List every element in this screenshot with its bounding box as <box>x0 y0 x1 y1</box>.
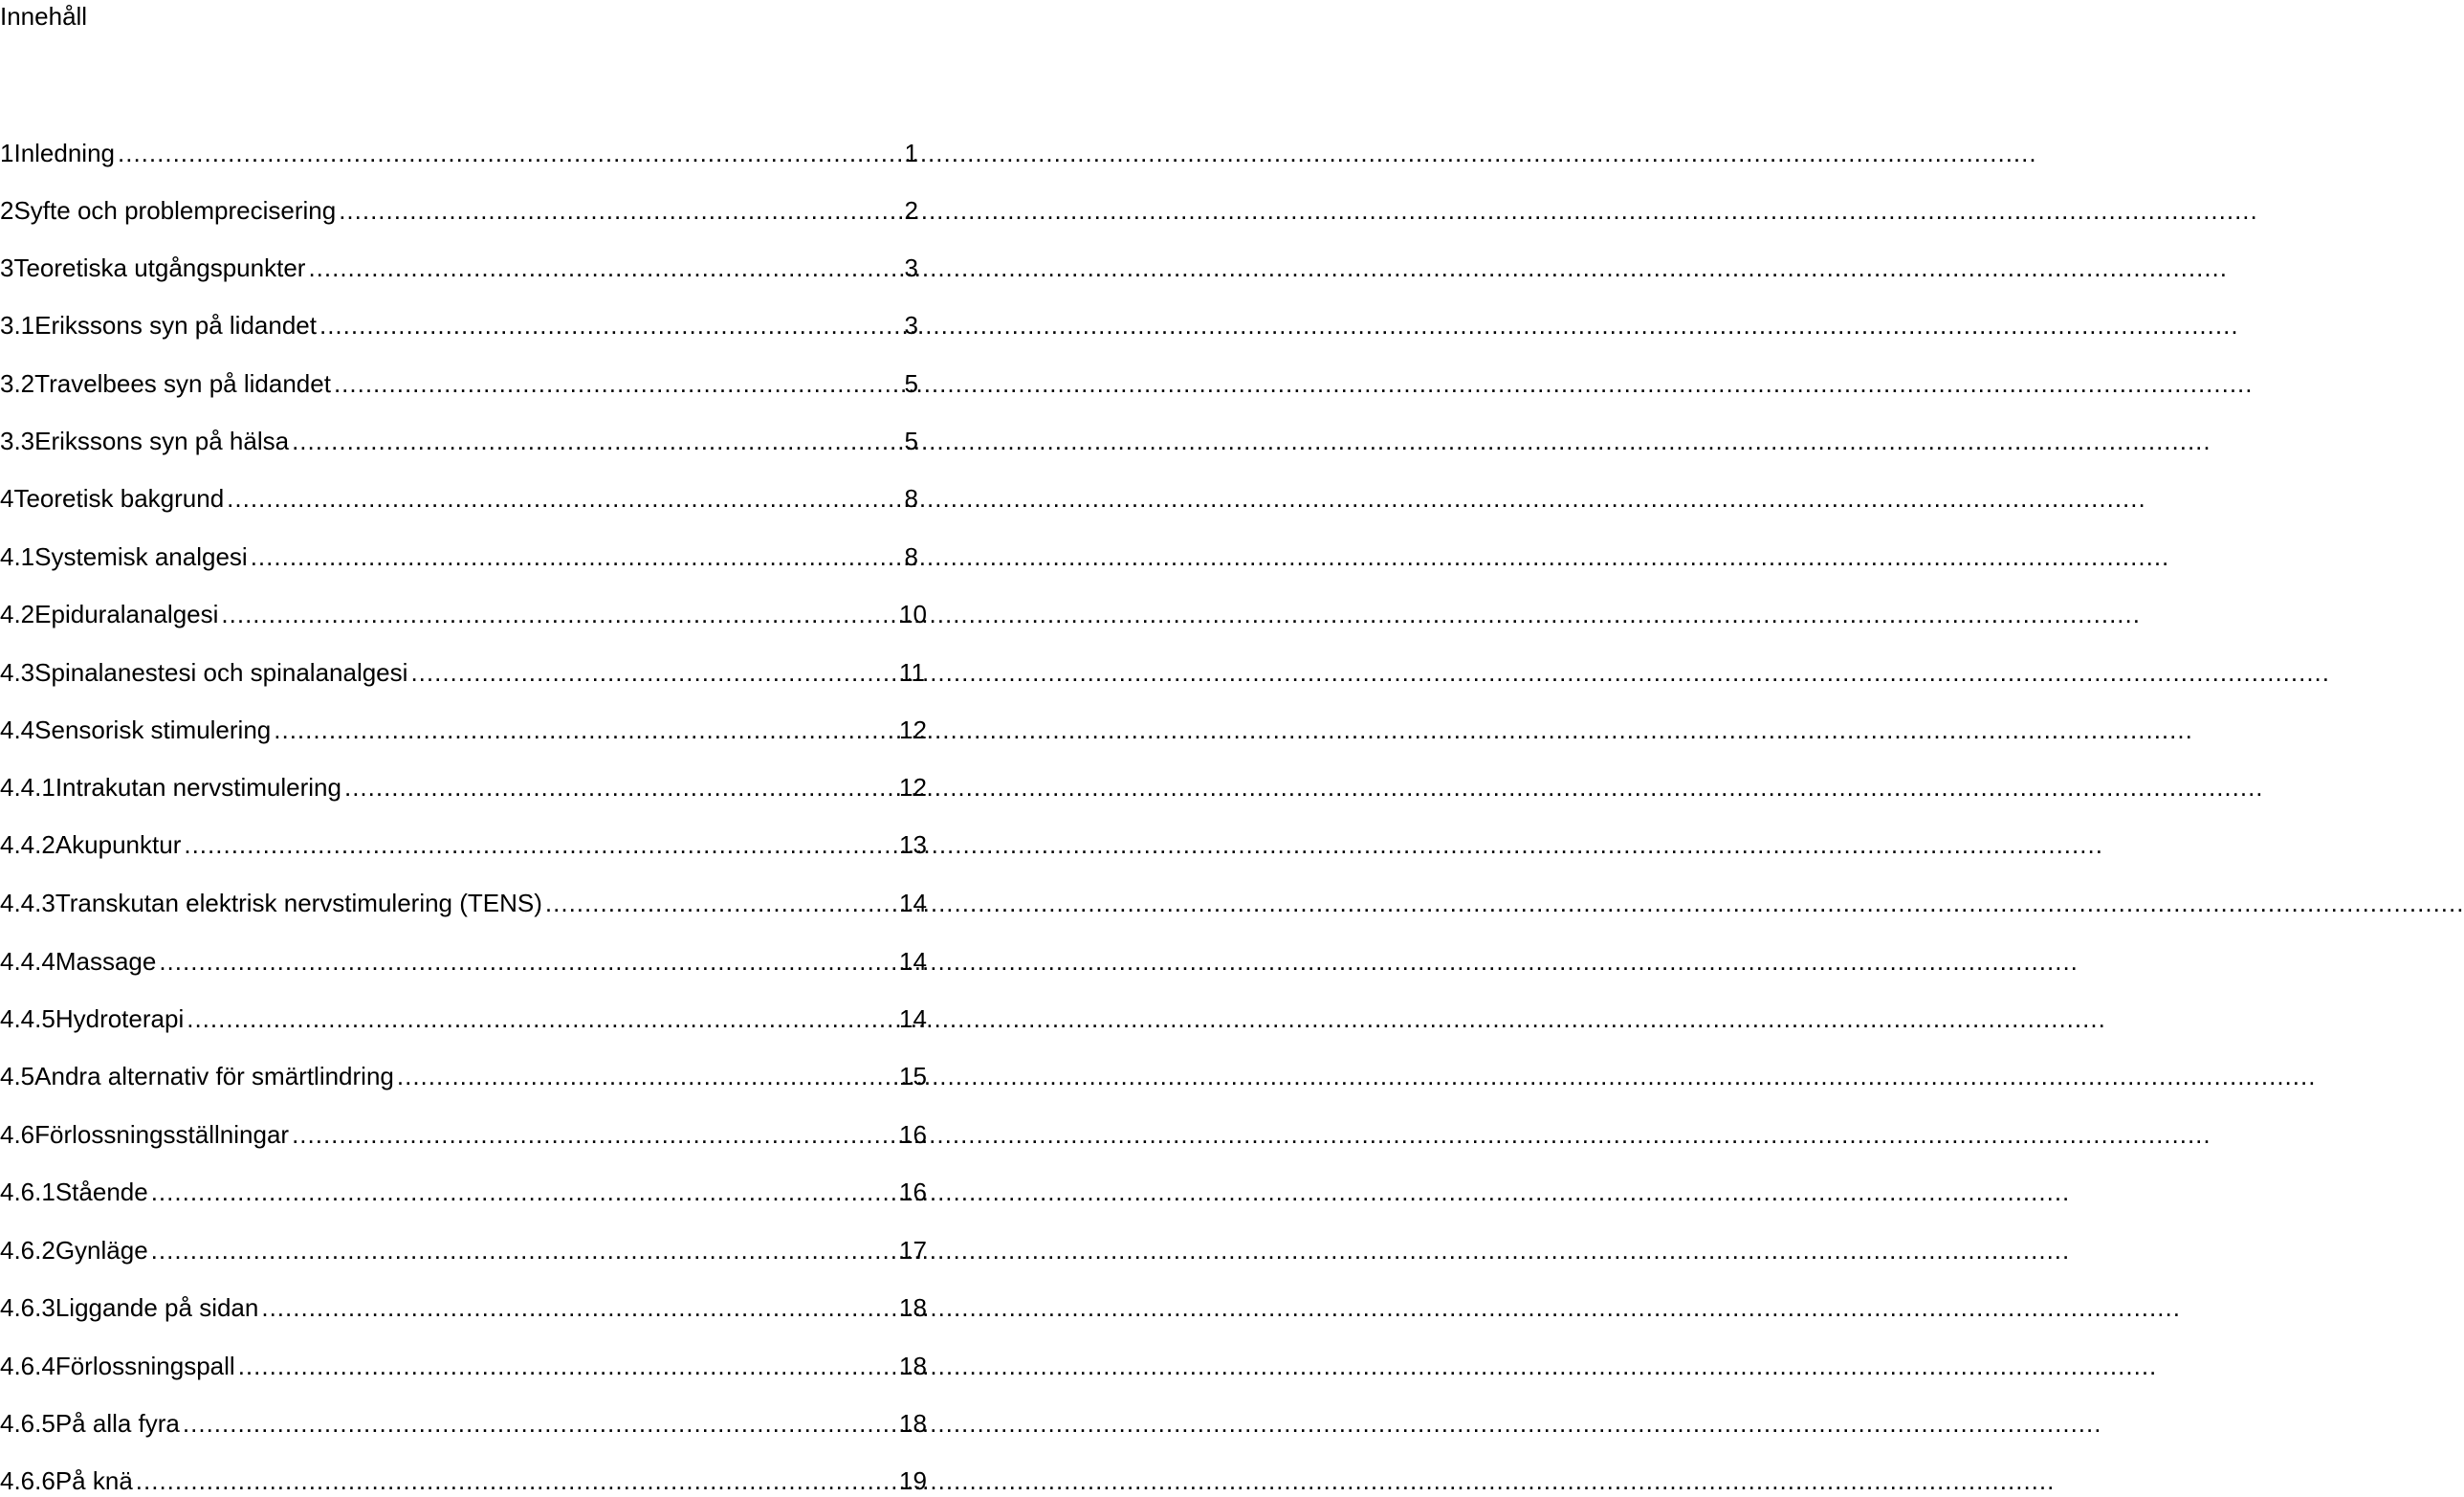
toc-entry[interactable] <box>0 1118 927 1151</box>
toc-entry-number: 3.3 <box>0 427 35 455</box>
toc-entry[interactable] <box>0 1407 927 1440</box>
toc-entry-number: 4.1 <box>0 542 35 571</box>
toc-entry-page: 8 <box>904 542 918 571</box>
toc-entry[interactable] <box>0 828 927 861</box>
toc-entry[interactable] <box>0 945 927 978</box>
toc-entry-number: 3 <box>0 253 14 282</box>
dot-leader <box>151 1176 896 1208</box>
toc-entry-page: 2 <box>904 196 918 225</box>
toc-entry-page: 13 <box>899 830 927 859</box>
toc-entry-page: 3 <box>904 311 918 340</box>
toc-entry[interactable] <box>0 1002 927 1035</box>
toc-entry-label: På knä <box>55 1466 133 1495</box>
toc-entry-label: Andra alternativ för smärtlindring <box>34 1062 394 1090</box>
toc-entry[interactable] <box>0 771 927 804</box>
toc-entry[interactable] <box>0 252 918 284</box>
toc-entry-page: 12 <box>899 773 927 802</box>
toc-entry-number: 2 <box>0 196 14 225</box>
toc-entry-number: 1 <box>0 139 14 167</box>
toc-entry-page: 18 <box>899 1293 927 1322</box>
dot-leader <box>151 1234 896 1266</box>
dot-leader <box>339 194 896 227</box>
toc-entry-number: 3.2 <box>0 369 35 398</box>
toc-entry-label: Massage <box>55 947 157 976</box>
toc-entry-label: Liggande på sidan <box>55 1293 259 1322</box>
toc-entry-label: Epiduralanalgesi <box>34 600 219 628</box>
document-page <box>0 0 927 1495</box>
toc-entry-label: Sensorisk stimulering <box>34 715 272 744</box>
toc-entry-label: Hydroterapi <box>55 1004 185 1033</box>
toc-entry-label: Gynläge <box>55 1236 148 1265</box>
toc-entry-number: 4.6.5 <box>0 1409 55 1438</box>
dot-leader <box>334 367 896 400</box>
dot-leader <box>261 1291 896 1324</box>
toc-entry-page: 17 <box>899 1236 927 1265</box>
toc-entry-label: Intrakutan nervstimulering <box>55 773 341 802</box>
toc-entry-number: 4.4.1 <box>0 773 55 802</box>
toc-entry-number: 4.6.3 <box>0 1293 55 1322</box>
toc-entry[interactable] <box>0 1291 927 1324</box>
toc-entry-number: 4.4.3 <box>0 889 55 917</box>
dot-leader <box>118 137 896 169</box>
toc-entry[interactable] <box>0 887 927 919</box>
toc-entry-page: 14 <box>899 1004 927 1033</box>
toc-entry-label: Spinalanestesi och spinalanalgesi <box>34 658 408 687</box>
toc-entry-label: Akupunktur <box>55 830 182 859</box>
toc-entry-page: 18 <box>899 1409 927 1438</box>
toc-entry-page: 14 <box>899 947 927 976</box>
page-title: Innehåll <box>0 2 88 31</box>
toc-entry-page: 16 <box>899 1178 927 1206</box>
toc-entry-number: 4.5 <box>0 1062 35 1090</box>
toc-entry-number: 4.4.5 <box>0 1004 55 1033</box>
toc-entry-label: Systemisk analgesi <box>34 542 248 571</box>
toc-entry-number: 4.4 <box>0 715 35 744</box>
toc-entry[interactable] <box>0 1060 927 1092</box>
toc-entry[interactable] <box>0 598 927 630</box>
dot-leader <box>308 252 896 284</box>
dot-leader <box>410 656 896 689</box>
dot-leader <box>238 1350 896 1382</box>
toc-entry[interactable] <box>0 309 918 341</box>
toc-entry-page: 8 <box>904 484 918 513</box>
toc-entry-number: 3.1 <box>0 311 35 340</box>
toc-entry-label: Erikssons syn på lidandet <box>34 311 317 340</box>
toc-entry-page: 14 <box>899 889 927 917</box>
toc-entry-label: Teoretisk bakgrund <box>13 484 225 513</box>
dot-leader <box>545 887 896 919</box>
toc-entry[interactable] <box>0 1176 927 1208</box>
toc-entry-number: 4.6 <box>0 1120 35 1149</box>
toc-entry-page: 5 <box>904 369 918 398</box>
toc-entry[interactable] <box>0 714 927 746</box>
toc-entry-label: Stående <box>55 1178 148 1206</box>
toc-entry-page: 16 <box>899 1120 927 1149</box>
toc-entry-label: Förlossningspall <box>55 1352 235 1380</box>
toc-entry[interactable] <box>0 425 918 457</box>
dot-leader <box>274 714 896 746</box>
dot-leader <box>136 1464 896 1497</box>
toc-entry[interactable] <box>0 367 918 400</box>
dot-leader <box>159 945 896 978</box>
toc-entry[interactable] <box>0 1234 927 1266</box>
toc-entry-page: 10 <box>899 600 927 628</box>
dot-leader <box>292 1118 896 1151</box>
dot-leader <box>227 482 896 515</box>
dot-leader <box>251 540 896 573</box>
toc-entry-label: Teoretiska utgångspunkter <box>13 253 306 282</box>
toc-entry-number: 4 <box>0 484 14 513</box>
dot-leader <box>221 598 896 630</box>
toc-entry-number: 4.6.6 <box>0 1466 55 1495</box>
toc-entry-number: 4.4.2 <box>0 830 55 859</box>
dot-leader <box>397 1060 896 1092</box>
toc-entry[interactable] <box>0 540 918 573</box>
toc-entry-page: 3 <box>904 253 918 282</box>
toc-entry-label: På alla fyra <box>55 1409 180 1438</box>
toc-entry[interactable] <box>0 1350 927 1382</box>
dot-leader <box>184 828 896 861</box>
toc-entry-page: 18 <box>899 1352 927 1380</box>
toc-entry[interactable] <box>0 656 925 689</box>
dot-leader <box>344 771 896 804</box>
toc-entry-label: Inledning <box>13 139 116 167</box>
toc-entry[interactable] <box>0 1464 927 1497</box>
toc-entry-label: Travelbees syn på lidandet <box>34 369 331 398</box>
toc-entry-page: 5 <box>904 427 918 455</box>
toc-entry[interactable] <box>0 137 918 169</box>
dot-leader <box>187 1002 896 1035</box>
toc-entry-page: 15 <box>899 1062 927 1090</box>
dot-leader <box>292 425 896 457</box>
toc-entry-page: 11 <box>899 658 925 687</box>
toc-entry-label: Transkutan elektrisk nervstimulering (TENS) <box>55 889 542 917</box>
toc-entry-page: 19 <box>899 1466 927 1495</box>
toc-entry[interactable] <box>0 194 918 227</box>
toc-entry-label: Förlossningsställningar <box>34 1120 290 1149</box>
dot-leader <box>319 309 896 341</box>
toc-entry-number: 4.6.2 <box>0 1236 55 1265</box>
toc-entry-label: Syfte och problemprecisering <box>13 196 337 225</box>
toc-entry-label: Erikssons syn på hälsa <box>34 427 290 455</box>
toc-entry-number: 4.6.4 <box>0 1352 55 1380</box>
toc-entry-number: 4.2 <box>0 600 35 628</box>
dot-leader <box>183 1407 896 1440</box>
toc-entry-page: 1 <box>904 139 918 167</box>
toc-entry-number: 4.3 <box>0 658 35 687</box>
toc-entry-page: 12 <box>899 715 927 744</box>
toc-entry[interactable] <box>0 482 918 515</box>
toc-entry-number: 4.6.1 <box>0 1178 55 1206</box>
toc-entry-number: 4.4.4 <box>0 947 55 976</box>
